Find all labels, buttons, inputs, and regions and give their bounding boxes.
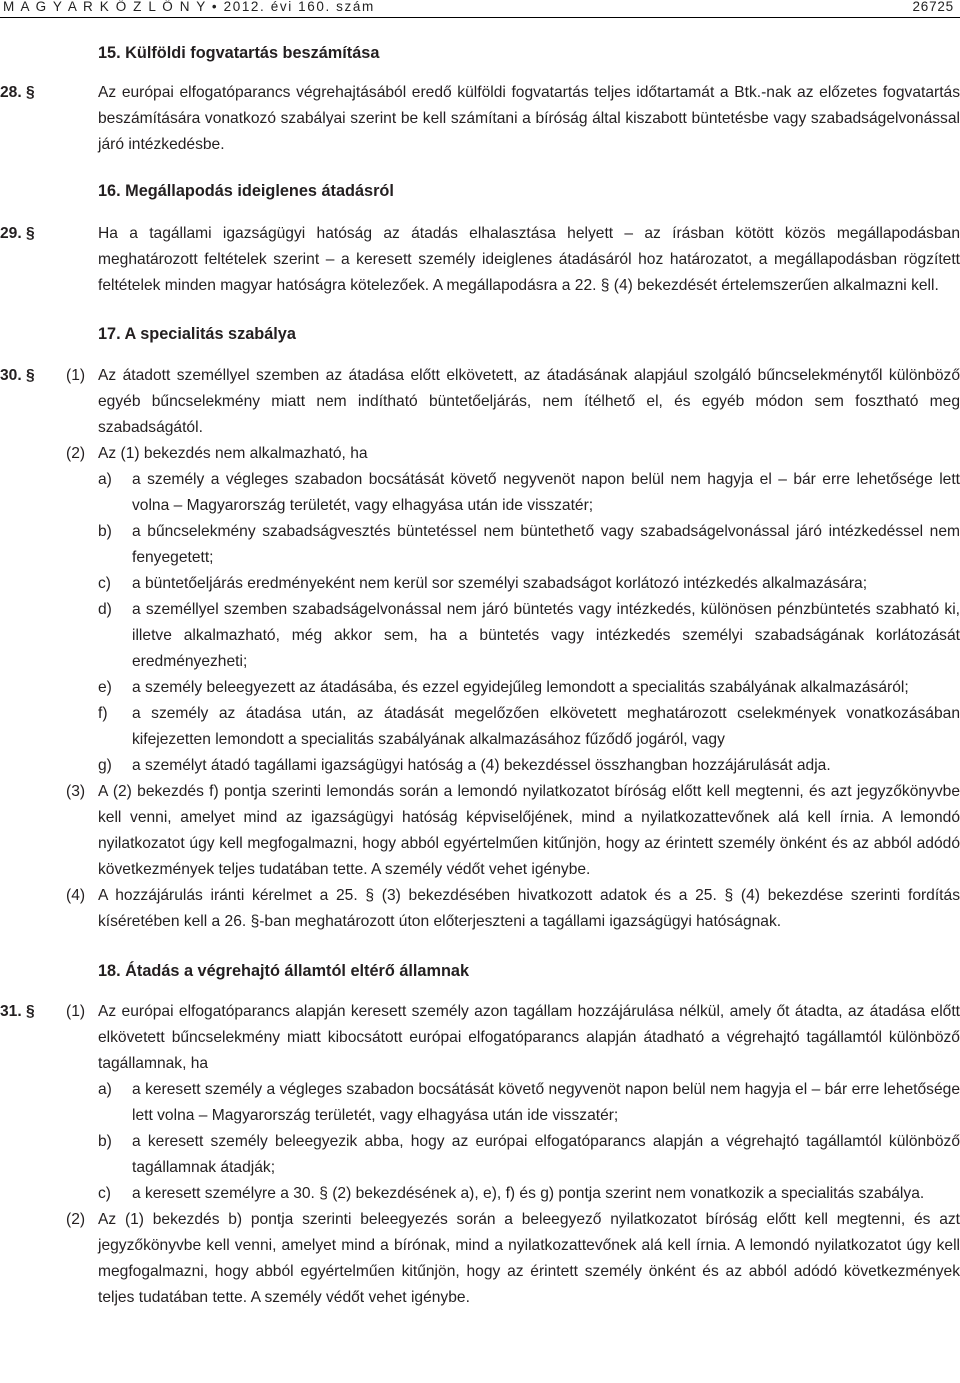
section-16-heading: 16. Megállapodás ideiglenes átadásról [98, 182, 394, 200]
subsection-text: A hozzájárulás iránti kérelmet a 25. § (3) bekezdésében hivatkozott adatok és a 25. § (4) bekezdése szerinti fordítás kíséretében kell a 26. §-ban meghatározott úton előterjeszteni a tagállami igazságügyi hatóságnak. [98, 887, 960, 930]
paragraph-31-number: 31. § [0, 1003, 35, 1020]
paragraph-30-2-points [0, 467, 960, 779]
point-text: a személlyel szemben szabadságelvonással nem járó büntetés vagy intézkedés, különösen pénzbüntetés szabható ki, illetve alkalmazható, még akkor sem, ha a büntetés vagy intézkedés személyi szabadságának korlátozását eredményezheti; [132, 601, 960, 670]
point-text: a személyt átadó tagállami igazságügyi hatóság a (4) bekezdéssel összhangban hozzájárulását adja. [132, 757, 831, 774]
point-letter: b) [98, 523, 112, 540]
subsection-label: (2) [66, 1211, 86, 1228]
subsection-text: A (2) bekezdés f) pontja szerinti lemondás során a lemondó nyilatkozatot bíróság előtt kell megtenni, és azt jegyzőkönyvbe kell venni, amelyet mind az igazságügyi hatóság képviselőjének, mind a nyilatkozattevőnek alá kell írnia. A lemondó nyilatkozatot úgy kell megfogalmazni, hogy abból egyértelműen kitűnjön, hogy az érintett személy önként és az abból adódó következmények teljes tudatában tette. A személy védőt vehet igénybe. [98, 783, 960, 878]
page-header [0, 0, 960, 16]
list-item [0, 597, 960, 675]
point-letter: c) [98, 575, 111, 592]
subsection-label: (4) [66, 887, 86, 904]
paragraph-28-number: 28. § [0, 84, 35, 101]
point-text: a büntetőeljárás eredményeként nem kerül sor személyi szabadságot korlátozó intézkedés alkalmazására; [132, 575, 868, 592]
list-item [0, 1129, 960, 1181]
paragraph-31-1-points [0, 1077, 960, 1207]
point-letter: e) [98, 679, 112, 696]
point-letter: d) [98, 601, 112, 618]
paragraph-29-number: 29. § [0, 225, 35, 242]
paragraph-30-2 [0, 441, 960, 467]
point-letter: b) [98, 1133, 112, 1150]
list-item [0, 519, 960, 571]
subsection-text: Az (1) bekezdés b) pontja szerinti beleegyezés során a beleegyező nyilatkozatot bíróság előtt kell megtenni, és azt jegyzőkönyvbe kell venni, amelyet mind a bírónak, mind a nyilatkozattevőnek alá kell írnia. A lemondó nyilatkozatot úgy kell megfogalmazni, hogy abból egyértelműen kitűnjön, hogy az érintett személy önként és az abból adódó következmények teljes tudatában tette. A személy védőt vehet igénybe. [98, 1211, 960, 1306]
point-letter: c) [98, 1185, 111, 1202]
point-text: a személy a végleges szabadon bocsátását követő negyvenöt napon belül nem hagyja el – bár erre lehetősége lett volna – Magyarország területét, vagy elhagyása után ide visszatér; [132, 471, 960, 514]
list-item [0, 675, 960, 701]
document-body [0, 22, 960, 1311]
point-letter: a) [98, 1081, 112, 1098]
subsection-label: (1) [66, 1003, 86, 1020]
journal-title: M A G Y A R K Ö Z L Ö N Y • 2012. évi 160. szám [3, 0, 375, 14]
paragraph-30-3 [0, 779, 960, 883]
paragraph-30-number: 30. § [0, 367, 35, 384]
header-rule [0, 17, 960, 18]
subsection-text: Az átadott személlyel szemben az átadása előtt elkövetett, az átadásának alapjául szolgáló bűncselekménytől különböző egyéb bűncselekmény miatt nem indítható büntetőeljárás, nem ítélhető el, és egyéb módon sem fosztható meg szabadságától. [98, 367, 960, 436]
subsection-label: (3) [66, 783, 86, 800]
page-number: 26725 [912, 0, 954, 14]
paragraph-28-text: Az európai elfogatóparancs végrehajtásából eredő külföldi fogvatartás teljes időtartamát a Btk.-nak az előzetes fogvatartás beszámítására vonatkozó szabályai szerint be kell számítani a bíróság által kiszabott büntetésbe vagy szabadságelvonással járó intézkedésbe. [98, 84, 960, 153]
point-letter: g) [98, 757, 112, 774]
subsection-label: (1) [66, 367, 86, 384]
paragraph-30-1 [0, 363, 960, 441]
point-text: a személy beleegyezett az átadásába, és ezzel egyidejűleg lemondott a specialitás szabályának alkalmazásáról; [132, 679, 909, 696]
subsection-label: (2) [66, 445, 86, 462]
list-item [0, 467, 960, 519]
point-letter: f) [98, 705, 108, 722]
point-text: a keresett személy a végleges szabadon bocsátását követő negyvenöt napon belül nem hagyja el – bár erre lehetősége lett volna – Magyarország területét, vagy elhagyása után ide visszatér; [132, 1081, 960, 1124]
subsection-text: Az (1) bekezdés nem alkalmazható, ha [98, 445, 368, 462]
point-letter: a) [98, 471, 112, 488]
point-text: a bűncselekmény szabadságvesztés büntetéssel nem büntethető vagy szabadságelvonással járó intézkedéssel nem fenyegetett; [132, 523, 960, 566]
list-item [0, 701, 960, 753]
paragraph-30-4 [0, 883, 960, 935]
list-item [0, 1181, 960, 1207]
section-15-heading: 15. Külföldi fogvatartás beszámítása [98, 44, 380, 62]
point-text: a keresett személyre a 30. § (2) bekezdésének a), e), f) és g) pontja szerint nem vonatkozik a specialitás szabálya. [132, 1185, 925, 1202]
paragraph-31-1 [0, 999, 960, 1077]
paragraph-31-2 [0, 1207, 960, 1311]
point-text: a személy az átadása után, az átadását megelőzően elkövetett meghatározott cselekmények vonatkozásában kifejezetten lemondott a specialitás szabályának alkalmazásához fűződő jogáról, vagy [132, 705, 960, 748]
paragraph-29 [0, 221, 960, 299]
paragraph-28 [0, 80, 960, 158]
list-item [0, 571, 960, 597]
point-text: a keresett személy beleegyezik abba, hogy az európai elfogatóparancs alapján a végrehajtó tagállamtól különböző tagállamnak átadják; [132, 1133, 960, 1176]
paragraph-29-text: Ha a tagállami igazságügyi hatóság az átadás elhalasztása helyett – az írásban kötött közös megállapodásban meghatározott feltételek szerint – a keresett személy ideiglenes átadásáról hoz határozatot, a megállapodásban rögzített feltételek minden magyar hatóságra kötelezőek. A megállapodásra a 22. § (4) bekezdését értelemszerűen alkalmazni kell. [98, 225, 960, 294]
section-18-heading: 18. Átadás a végrehajtó államtól eltérő államnak [98, 962, 470, 980]
list-item [0, 753, 960, 779]
subsection-text: Az európai elfogatóparancs alapján keresett személy azon tagállam hozzájárulása nélkül, amely őt átadta, az átadása előtt elkövetett bűncselekmény miatt kibocsátott európai elfogatóparancs alapján átadható a végrehajtó tagállamtól különböző tagállamnak, ha [98, 1003, 960, 1072]
list-item [0, 1077, 960, 1129]
section-17-heading: 17. A specialitás szabálya [98, 325, 296, 343]
